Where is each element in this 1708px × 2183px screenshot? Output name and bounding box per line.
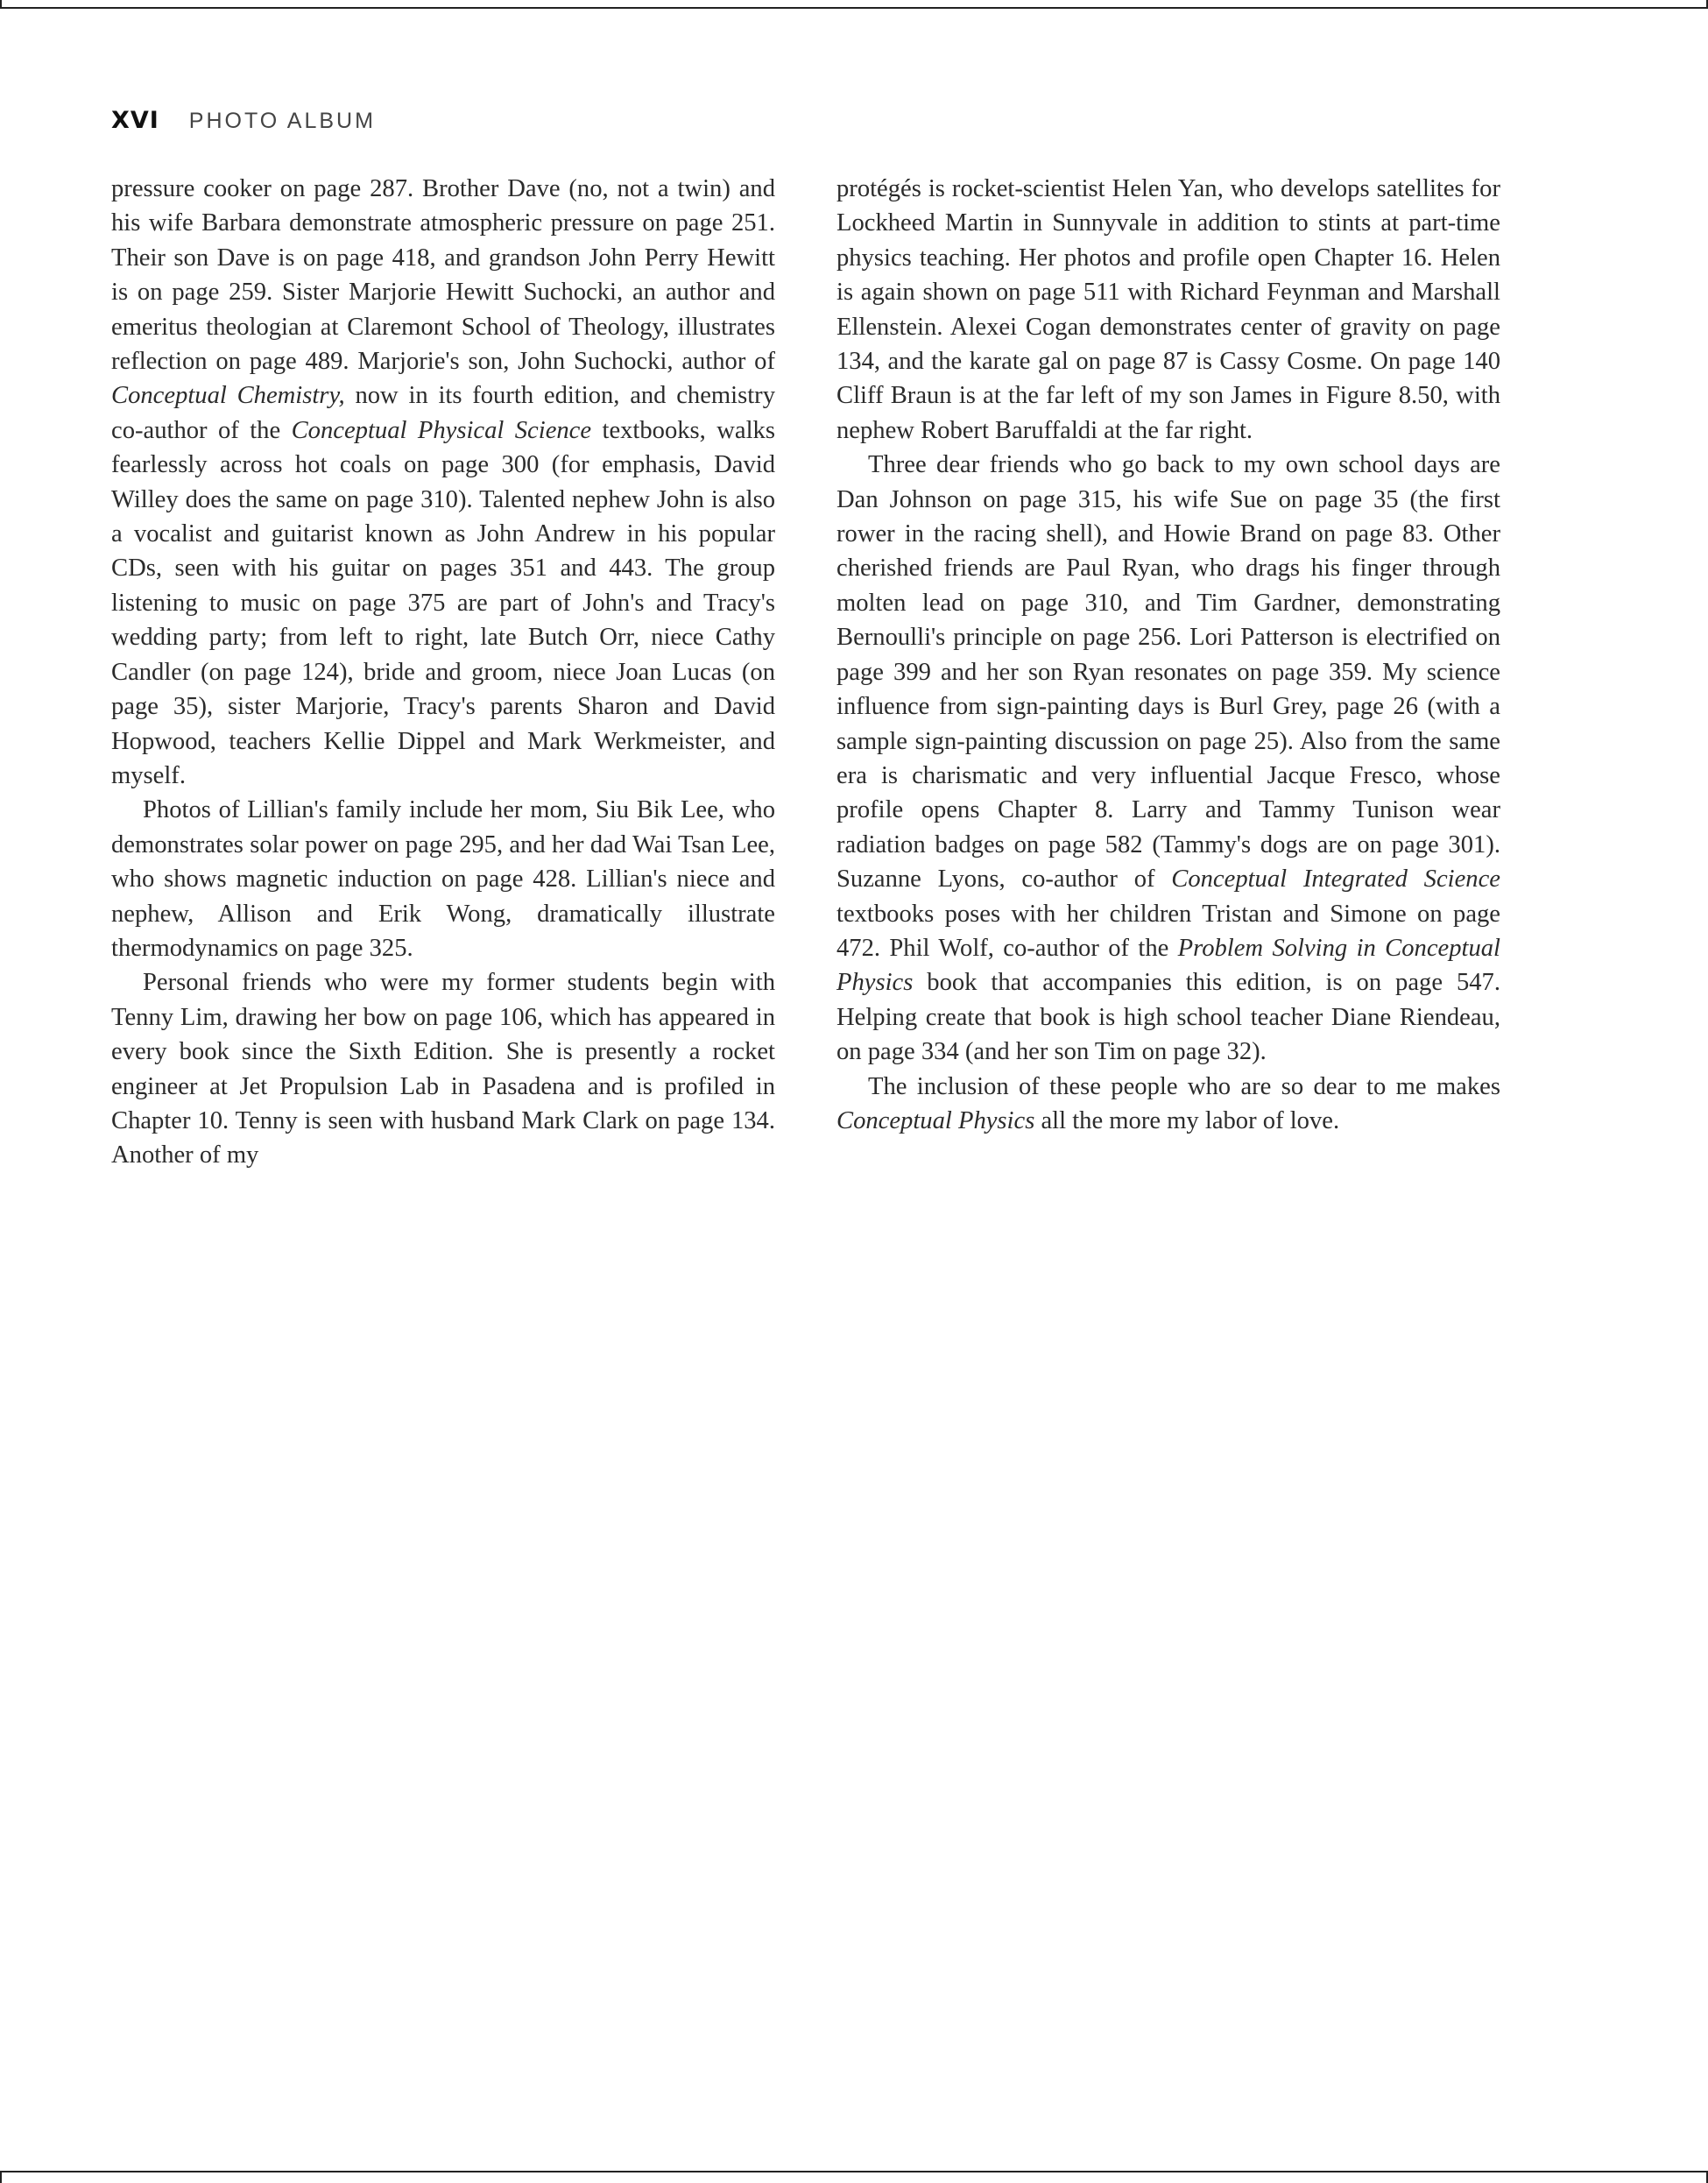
text-run: now in its fourth edition, and chemistry co-author of the bbox=[111, 382, 775, 444]
text-run: The inclusion of these people who are so dear to me makes bbox=[868, 1072, 1500, 1100]
text-run: Three dear friends who go back to my own school days are Dan Johnson on page 315, his wife Sue on page 35 (the first rower in the racing shell), and Howie Brand on page 83. Other cherished friends are Paul Ryan, who drags his finger through molten lead on page 310, and Tim Gardner, demonstrating Bernoulli's principle on page 256. Lori Patterson is electrified on page 399 and her son Ryan resonates on page 359. My science influence from sign-painting days is Burl Grey, page 26 (with a sample sign-painting discussion on page 25). Also from the same era is charismatic and very influential Jacque Fresco, whose profile opens Chapter 8. Larry and Tammy Tunison wear radiation badges on page 582 (Tammy's dogs are on page 301). Suzanne Lyons, co-author of bbox=[836, 451, 1500, 894]
text-run: textbooks poses with her children Tristan and Simone on page 472. Phil Wolf, co-author of the bbox=[836, 900, 1500, 962]
text-run: textbooks, walks fearlessly across hot coals on page 300 (for emphasis, David Willey does the same on page 310). Talented nephew John is also a vocalist and guitarist known as John Andrew in his popular CDs, seen with his guitar on pages 351 and 443. The group listening to music on page 375 are part of John's and Tracy's wedding party; from left to right, late Butch Orr, niece Cathy Candler (on page 124), bride and groom, niece Joan Lucas (on page 35), sister Marjorie, Tracy's parents Sharon and David Hopwood, teachers Kellie Dippel and Mark Werkmeister, and myself. bbox=[111, 416, 775, 789]
paragraph: Photos of Lillian's family include her mom, Siu Bik Lee, who demonstrates solar power on page 295, and her dad Wai Tsan Lee, who shows magnetic induction on page 428. Lillian's niece and nephew, Allison and Erik Wong, dramatically illustrate thermodynamics on page 325. bbox=[111, 796, 775, 962]
left-column bbox=[111, 172, 775, 1173]
book-title: Problem Solving in Conceptual Physics bbox=[836, 934, 1500, 997]
paragraph: protégés is rocket-scientist Helen Yan, who develops satellites for Lockheed Martin in Sunnyvale in addition to stints at part-time physics teaching. Her photos and profile open Chapter 16. Helen is again shown on page 511 with Richard Feynman and Marshall Ellenstein. Alexei Cogan demonstrates center of gravity on page 134, and the karate gal on page 87 is Cassy Cosme. On page 140 Cliff Braun is at the far left of my son James in Figure 8.50, with nephew Robert Baruffaldi at the far right. bbox=[836, 175, 1500, 444]
text-run: all the more my labor of love. bbox=[1034, 1106, 1340, 1134]
right-column bbox=[836, 172, 1500, 1138]
paragraph bbox=[111, 172, 775, 793]
text-run: pressure cooker on page 287. Brother Dave (no, not a twin) and his wife Barbara demonstrate atmospheric pressure on page 251. Their son Dave is on page 418, and grandson John Perry Hewitt is on page 259. Sister Marjorie Hewitt Suchocki, an author and emeritus theologian at Claremont School of Theology, illustrates reflection on page 489. Marjorie's son, John Suchocki, author of bbox=[111, 175, 775, 376]
paragraph: Personal friends who were my former students begin with Tenny Lim, drawing her bow on page 106, which has appeared in every book since the Sixth Edition. She is presently a rocket engineer at Jet Propulsion Lab in Pasadena and is profiled in Chapter 10. Tenny is seen with husband Mark Clark on page 134. Another of my bbox=[111, 969, 775, 1169]
book-title: Conceptual Physical Science bbox=[291, 416, 592, 444]
text-run: book that accompanies this edition, is on page 547. Helping create that book is high school teacher Diane Riendeau, on page 334 (and her son Tim on page 32). bbox=[836, 969, 1500, 1066]
page-frame-top bbox=[0, 0, 1708, 9]
book-title: Conceptual Chemistry, bbox=[111, 382, 345, 410]
page-frame-bottom bbox=[0, 2171, 1708, 2183]
book-title: Conceptual Physics bbox=[836, 1106, 1035, 1134]
paragraph bbox=[836, 1070, 1500, 1139]
paragraph bbox=[836, 448, 1500, 1069]
book-title: Conceptual Integrated Science bbox=[1171, 865, 1500, 894]
running-head bbox=[111, 107, 376, 137]
section-title: PHOTO ALBUM bbox=[188, 109, 376, 133]
page-number: XVI bbox=[111, 107, 159, 134]
